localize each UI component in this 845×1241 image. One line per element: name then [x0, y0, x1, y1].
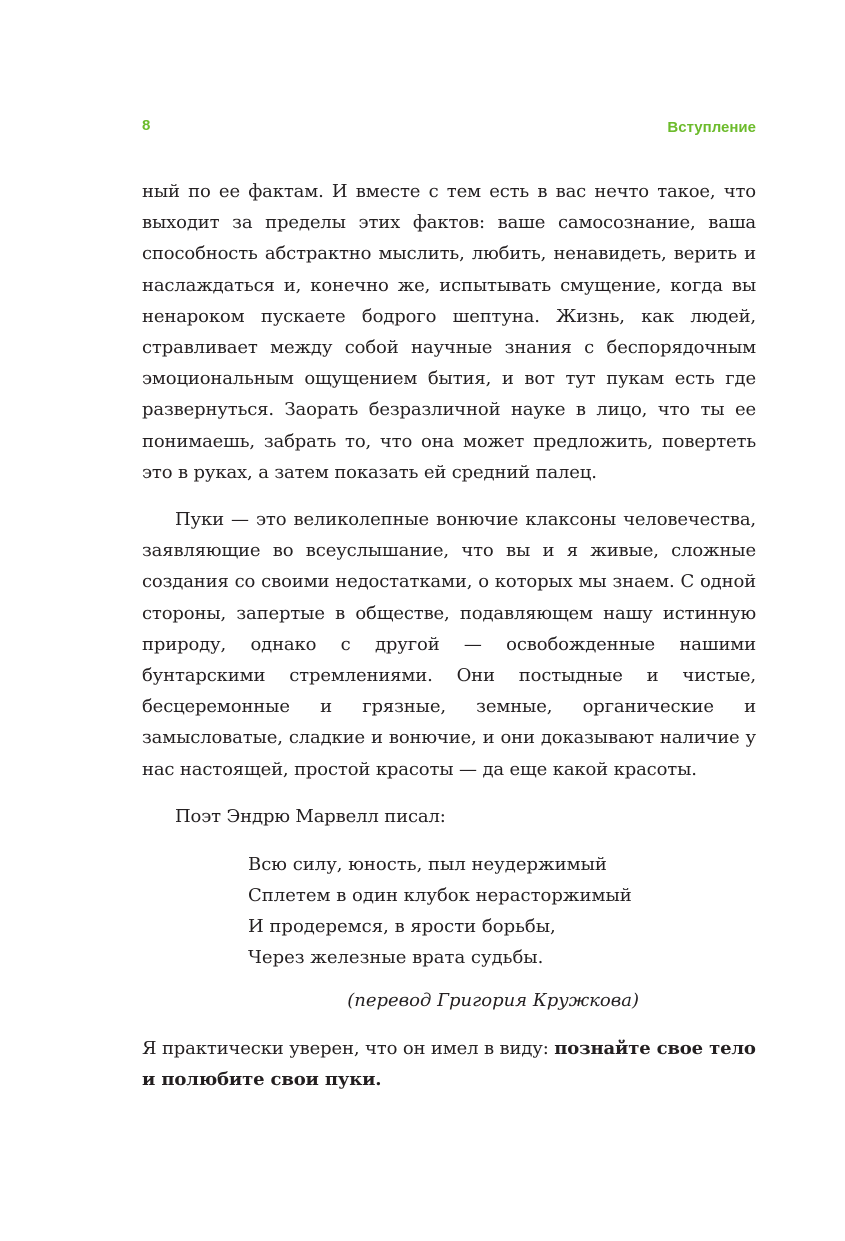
- translator-credit: (перевод Григория Кружкова): [347, 990, 639, 1012]
- verse-line: Сплетем в один клубок нерасторжимый: [248, 885, 632, 907]
- paragraph-farts-horns: Пуки — это великолепные вонючие клаксоны человечества, заявляющие во всеуслышание, что вы и я живые, сложные создания со своими недостатками, о которых мы знаем. С одной стороны, запертые в обществе, подавляющем нашу истинную природу, однако с другой — освобожденные нашими бунтарскими стремлениями. Они постыдные и чистые, бесцеремонные и грязные, земные, органические и замысловатые, сладкие и вонючие, и они доказывают наличие у нас настоящей, простой красоты — да еще какой красоты.: [142, 509, 756, 780]
- closing-emphasis: познайте свое тело и полюбите свои пуки.: [142, 1038, 756, 1091]
- paragraph-continuation: ный по ее фактам. И вместе с тем есть в вас нечто такое, что выходит за пределы этих фактов: ваше самосознание, ваша способность абстрактно мыслить, любить, ненавидеть, верить и наслаждаться и, конечно же, испытывать смущение, когда вы ненароком пускаете бодрого шептуна. Жизнь, как людей, стравливает между собой научные знания с беспорядочным эмоциональным ощущением бытия, и вот тут пукам есть где развернуться. Заорать безразличной науке в лицо, что ты ее понимаешь, забрать то, что она может предложить, повертеть это в руках, а затем показать ей средний палец.: [142, 181, 756, 483]
- running-head: [142, 117, 756, 139]
- closing-lead: Я практически уверен, что он имел в виду:: [142, 1038, 555, 1060]
- section-title: Вступление: [667, 119, 756, 136]
- page-number: 8: [142, 117, 151, 134]
- quote-attribution-lead: Поэт Эндрю Марвелл писал:: [175, 805, 446, 827]
- verse-quote: [248, 849, 756, 973]
- closing-paragraph: [142, 1033, 756, 1095]
- verse-line: Всю силу, юность, пыл неудержимый: [248, 854, 607, 876]
- page-body: [142, 176, 756, 1095]
- verse-line: И продеремся, в ярости борьбы,: [248, 916, 556, 938]
- verse-line: Через железные врата судьбы.: [248, 947, 544, 969]
